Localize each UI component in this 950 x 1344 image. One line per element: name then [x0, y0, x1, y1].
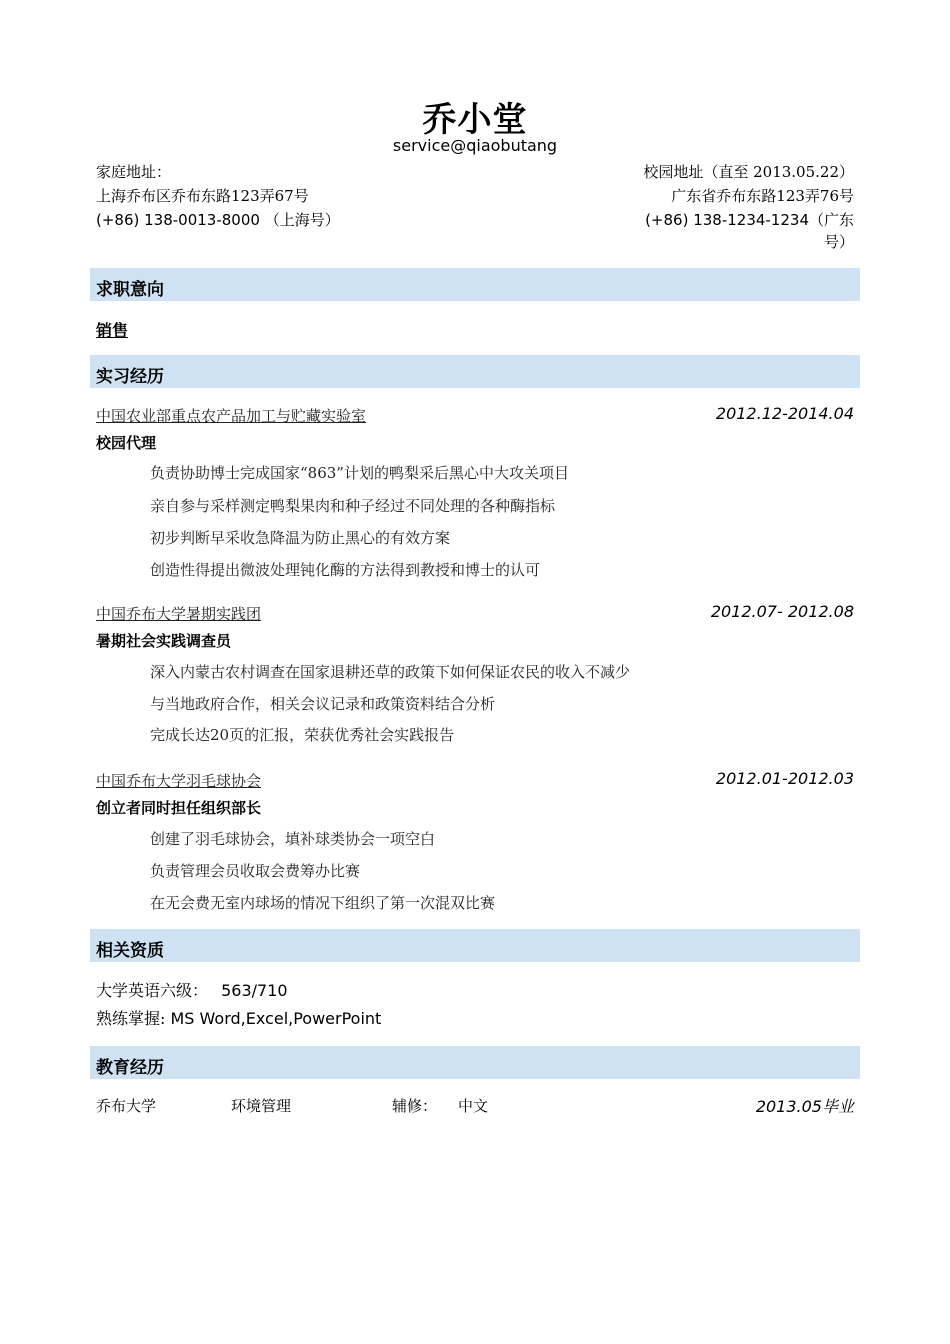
experience-bullet: 与当地政府合作，相关会议记录和政策资料结合分析	[150, 695, 496, 713]
experience-date: 2012.12-2014.04	[715, 404, 854, 423]
home-address: 上海乔布区乔布东路123弄67号	[96, 187, 309, 205]
experience-bullet: 创造性得提出微波处理钝化酶的方法得到教授和博士的认可	[150, 561, 541, 579]
candidate-name: 乔小堂	[422, 100, 528, 140]
section-qualifications	[90, 929, 860, 962]
experience-org: 中国乔布大学暑期实践团	[96, 605, 262, 623]
section-objective	[90, 268, 860, 301]
experience-org: 中国农业部重点农产品加工与贮藏实验室	[96, 407, 367, 425]
experience-bullet: 完成长达20页的汇报，荣获优秀社会实践报告	[150, 726, 455, 744]
experience-bullet: 深入内蒙古农村调查在国家退耕还草的政策下如何保证农民的收入不减少	[150, 663, 631, 681]
experience-role: 暑期社会实践调查员	[96, 632, 232, 650]
experience-date: 2012.01-2012.03	[715, 769, 854, 788]
experience-role: 校园代理	[96, 434, 157, 452]
section-title: 教育经历	[96, 1058, 164, 1078]
experience-org: 中国乔布大学羽毛球协会	[96, 772, 262, 790]
education-minor-label: 辅修：	[392, 1097, 438, 1115]
skills-row	[96, 1006, 381, 1029]
section-title: 相关资质	[96, 941, 164, 961]
email-address: service@qiaobutang	[392, 136, 558, 155]
education-graduation	[756, 1094, 854, 1117]
experience-role: 创立者同时担任组织部长	[96, 799, 262, 817]
experience-bullet: 亲自参与采样测定鸭梨果肉和种子经过不同处理的各种酶指标	[150, 497, 556, 515]
campus-address-label: 校园地址（直至 2013.05.22）	[643, 163, 854, 181]
skills-label: 熟练掌握:	[96, 1009, 166, 1028]
cet-value: 563/710	[221, 981, 288, 1000]
cet-row	[96, 978, 288, 1001]
section-title: 求职意向	[96, 280, 164, 300]
section-title: 实习经历	[96, 367, 164, 387]
experience-bullet: 负责管理会员收取会费筹办比赛	[150, 862, 361, 880]
campus-phone: (+86) 138-1234-1234（广东	[645, 211, 854, 229]
graduation-label: 毕业	[821, 1097, 854, 1116]
experience-date: 2012.07- 2012.08	[710, 602, 854, 621]
section-internship	[90, 355, 860, 388]
experience-bullet: 在无会费无室内球场的情况下组织了第一次混双比赛	[150, 894, 496, 912]
skills-value: MS Word,Excel,PowerPoint	[170, 1009, 382, 1028]
campus-phone-cont: 号）	[823, 233, 854, 251]
section-education	[90, 1046, 860, 1079]
graduation-date: 2013.05	[755, 1097, 822, 1116]
objective-value: 销售	[96, 321, 129, 340]
experience-bullet: 负责协助博士完成国家“863”计划的鸭梨采后黑心中大攻关项目	[150, 464, 569, 482]
campus-address: 广东省乔布东路123弄76号	[671, 187, 854, 205]
education-major: 环境管理	[231, 1097, 292, 1115]
home-phone: (+86) 138-0013-8000 （上海号）	[96, 211, 340, 229]
experience-bullet: 创建了羽毛球协会，填补球类协会一项空白	[150, 830, 436, 848]
education-minor-value: 中文	[458, 1097, 489, 1115]
experience-bullet: 初步判断早采收急降温为防止黑心的有效方案	[150, 529, 451, 547]
education-school: 乔布大学	[96, 1097, 157, 1115]
home-address-label: 家庭地址：	[96, 163, 172, 181]
cet-label: 大学英语六级：	[96, 981, 209, 1000]
